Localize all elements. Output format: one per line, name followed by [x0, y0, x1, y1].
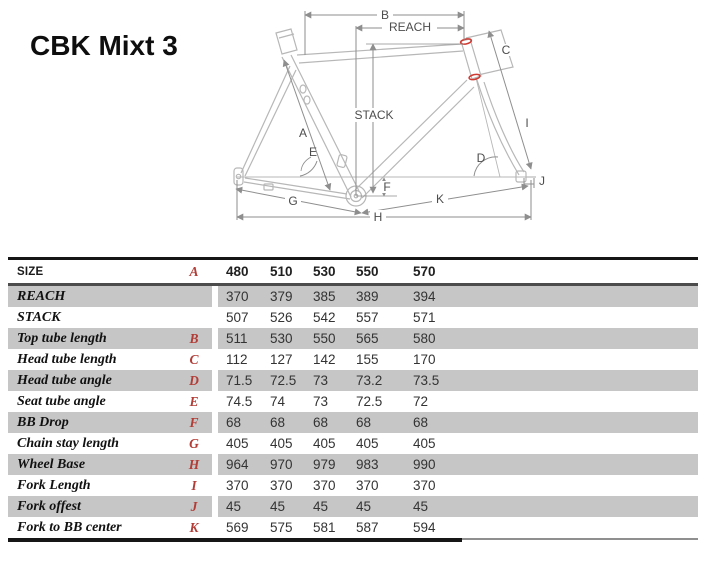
cell-value: 73	[313, 373, 329, 388]
cell-value: 405	[356, 436, 379, 451]
row-label: Fork to BB center	[17, 519, 122, 535]
header-size-label: SIZE	[17, 265, 44, 278]
table-header-row	[8, 260, 698, 283]
table-row-stack	[8, 307, 698, 328]
table-row-seat-tube-angle	[8, 391, 698, 412]
label-stack: STACK	[354, 108, 394, 122]
row-letter: D	[189, 372, 199, 388]
row-label: Top tube length	[17, 330, 107, 346]
cell-value: 68	[413, 415, 429, 430]
cell-value: 979	[313, 457, 336, 472]
cell-value: 370	[270, 478, 293, 493]
cell-value: 389	[356, 289, 379, 304]
cell-value: 370	[356, 478, 379, 493]
table-row-wheel-base	[8, 454, 698, 475]
row-label: STACK	[17, 309, 61, 325]
row-letter: F	[189, 414, 199, 430]
cell-value: 370	[413, 478, 436, 493]
cell-value: 405	[270, 436, 293, 451]
row-letter: H	[188, 456, 200, 472]
cell-value: 990	[413, 457, 436, 472]
row-label: BB Drop	[17, 414, 69, 430]
label-h: H	[373, 210, 383, 224]
page-title: CBK Mixt 3	[30, 30, 178, 61]
cell-value: 68	[270, 415, 286, 430]
cell-value: 72.5	[270, 373, 297, 388]
cell-value: 45	[226, 499, 242, 514]
cell-value: 526	[270, 310, 293, 325]
cell-value: 45	[413, 499, 429, 514]
row-label: Head tube length	[17, 351, 117, 367]
label-j: J	[539, 174, 545, 188]
cell-value: 155	[356, 352, 379, 367]
label-f: F	[383, 180, 391, 194]
table-row-reach	[8, 286, 698, 307]
cell-value: 594	[413, 520, 436, 535]
cell-value: 68	[356, 415, 372, 430]
cell-value: 74	[270, 394, 286, 409]
row-letter: E	[189, 393, 199, 409]
row-label: Wheel Base	[17, 456, 86, 472]
row-label: Head tube angle	[17, 372, 112, 388]
table-row-fork-to-bb-center	[8, 517, 698, 538]
row-label: REACH	[17, 288, 66, 304]
cell-value: 142	[313, 352, 336, 367]
cell-value: 405	[413, 436, 436, 451]
cell-value: 405	[313, 436, 336, 451]
row-letter: G	[189, 435, 199, 451]
cell-value: 127	[270, 352, 293, 367]
cell-value: 970	[270, 457, 293, 472]
row-label: Fork Length	[17, 477, 91, 493]
cell-value: 72	[413, 394, 429, 409]
cell-value: 370	[226, 289, 249, 304]
label-k: K	[435, 192, 445, 206]
label-i: I	[525, 116, 529, 130]
cell-value: 983	[356, 457, 379, 472]
cell-value: 68	[226, 415, 242, 430]
cell-value: 581	[313, 520, 336, 535]
cell-value: 511	[226, 331, 248, 346]
header-size-530: 530	[313, 264, 336, 279]
cell-value: 73.2	[356, 373, 383, 388]
row-letter: B	[189, 330, 199, 346]
cell-value: 74.5	[226, 394, 253, 409]
table-row-top-tube-length	[8, 328, 698, 349]
cell-value: 379	[270, 289, 293, 304]
label-b: B	[380, 8, 390, 22]
cell-value: 587	[356, 520, 379, 535]
cell-value: 45	[356, 499, 372, 514]
cell-value: 45	[270, 499, 286, 514]
cell-value: 405	[226, 436, 249, 451]
table-row-head-tube-length	[8, 349, 698, 370]
row-letter: K	[189, 519, 199, 535]
row-letter: I	[191, 477, 197, 493]
dimension-labels	[288, 8, 545, 224]
table-row-bb-drop	[8, 412, 698, 433]
cell-value: 507	[226, 310, 249, 325]
table-row-fork-length	[8, 475, 698, 496]
cell-value: 964	[226, 457, 249, 472]
cell-value: 557	[356, 310, 379, 325]
cell-value: 45	[313, 499, 329, 514]
cell-value: 571	[413, 310, 436, 325]
table-row-fork-offset	[8, 496, 698, 517]
cell-value: 68	[313, 415, 329, 430]
label-d: D	[476, 151, 486, 165]
table-row-chain-stay-length	[8, 433, 698, 454]
header-letter: A	[189, 263, 199, 279]
cell-value: 550	[313, 331, 336, 346]
label-a: A	[298, 126, 308, 140]
cell-value: 71.5	[226, 373, 253, 388]
cell-value: 370	[226, 478, 249, 493]
cell-value: 575	[270, 520, 293, 535]
cell-value: 569	[226, 520, 249, 535]
geometry-table	[8, 257, 698, 543]
table-bottom-border	[8, 538, 698, 543]
row-label: Seat tube angle	[17, 393, 106, 409]
label-c: C	[501, 43, 511, 57]
header-size-550: 550	[356, 264, 379, 279]
row-letter: J	[190, 498, 198, 514]
header-size-480: 480	[226, 264, 249, 279]
cell-value: 112	[226, 352, 248, 367]
header-size-570: 570	[413, 264, 436, 279]
label-g: G	[288, 194, 298, 208]
row-label: Fork offest	[17, 498, 81, 514]
cell-value: 73.5	[413, 373, 440, 388]
header-size-510: 510	[270, 264, 293, 279]
row-letter: C	[189, 351, 199, 367]
cell-value: 565	[356, 331, 379, 346]
row-label: Chain stay length	[17, 435, 119, 451]
label-e: E	[308, 145, 318, 159]
cell-value: 530	[270, 331, 293, 346]
cell-value: 370	[313, 478, 336, 493]
cell-value: 580	[413, 331, 436, 346]
cell-value: 72.5	[356, 394, 383, 409]
cell-value: 170	[413, 352, 436, 367]
bottom-border-dark-segment	[8, 538, 462, 542]
cell-value: 385	[313, 289, 336, 304]
cell-value: 542	[313, 310, 336, 325]
table-row-head-tube-angle	[8, 370, 698, 391]
frame-geometry-diagram	[228, 0, 550, 244]
label-backplates	[285, 8, 512, 223]
bottom-border-light-segment	[462, 538, 698, 540]
cell-value: 394	[413, 289, 436, 304]
cell-value: 73	[313, 394, 329, 409]
label-reach: REACH	[388, 20, 432, 34]
